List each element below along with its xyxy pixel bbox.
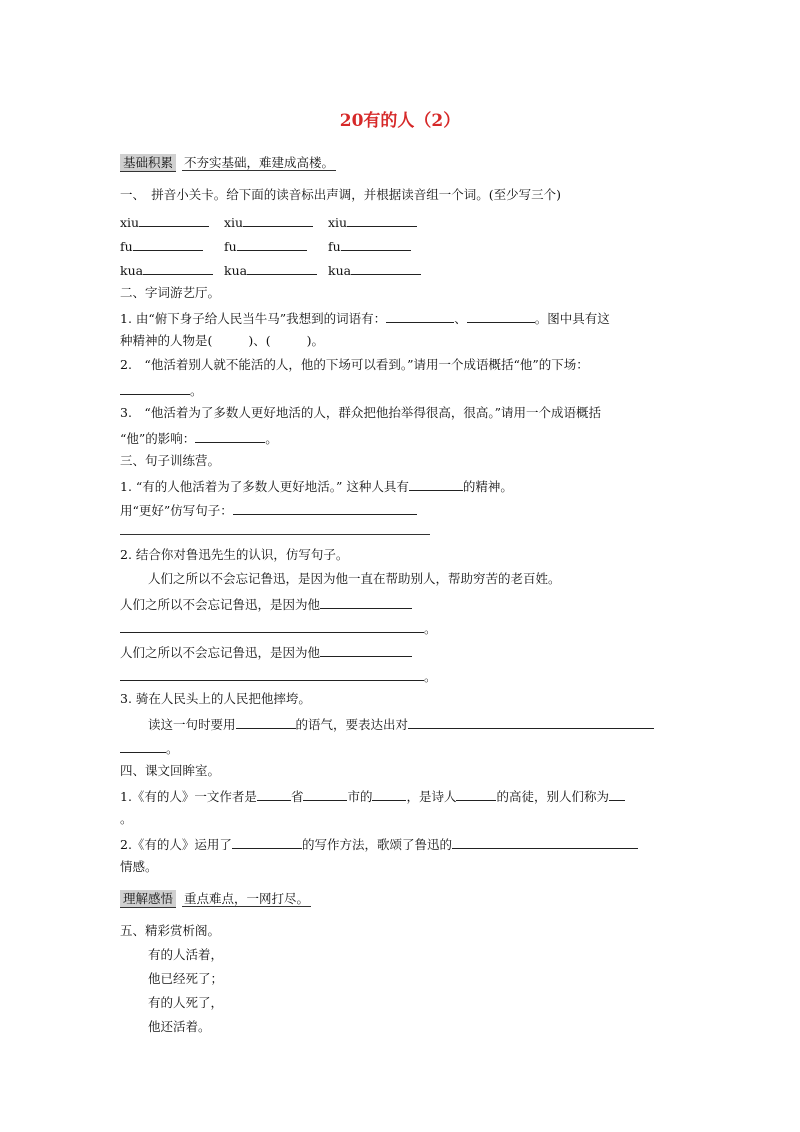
question-text: 。: [424, 669, 437, 684]
question-text: 。: [424, 621, 437, 636]
page-title: 20有的人（2）: [339, 111, 461, 131]
q3-imitate: [120, 500, 417, 520]
answer-blank[interactable]: [351, 260, 421, 275]
section-note: 不夯实基础，难建成高楼。: [184, 155, 335, 170]
answer-blank[interactable]: [139, 212, 209, 227]
question-text: ，是诗人: [406, 789, 457, 804]
question-text: 的精神。: [462, 479, 513, 494]
pinyin-label: fu: [224, 239, 237, 254]
question-text: 1. 由“俯下身子给人民当牛马”我想到的词语有：: [120, 311, 387, 326]
question-text: 省: [290, 789, 304, 804]
question-text: 人们之所以不会忘记鲁迅，是因为他: [120, 645, 321, 660]
q4-item1-end: 。: [120, 811, 133, 826]
answer-blank[interactable]: [347, 212, 417, 227]
answer-blank[interactable]: [120, 738, 166, 753]
q3-heading: 三、句子训练营。: [120, 453, 221, 468]
q4-item2-end: 情感。: [120, 859, 158, 874]
q3-example: 人们之所以不会忘记鲁迅，是因为他一直在帮助别人，帮助穷苦的老百姓。: [148, 571, 561, 586]
section-note: 重点难点，一网打尽。: [184, 891, 310, 906]
question-text: 的写作方法，歌颂了鲁迅的: [301, 837, 452, 852]
answer-blank[interactable]: [609, 786, 625, 801]
poem-line: 他已经死了；: [148, 971, 224, 986]
q3-imitate-1: [120, 594, 412, 614]
pinyin-label: fu: [328, 239, 341, 254]
answer-blank[interactable]: [372, 786, 406, 801]
pinyin-label: fu: [120, 239, 133, 254]
question-text: 种精神的人物是(: [120, 333, 213, 348]
q2-item1-line1: [120, 308, 610, 328]
answer-blank[interactable]: [247, 260, 317, 275]
question-text: 。图中具有这: [534, 311, 610, 326]
section-tag: 理解感悟: [120, 890, 176, 908]
answer-blank[interactable]: [120, 380, 190, 395]
q5-heading: 五、精彩赏析阁。: [120, 923, 221, 938]
q4-heading: 四、课文回眸室。: [120, 763, 221, 778]
q2-item3-line1: 3. “他活着为了多数人更好地活的人，群众把他抬举得很高，很高。”请用一个成语概括: [120, 405, 601, 420]
q2-item2-line2: [120, 380, 203, 400]
question-text: 2.《有的人》运用了: [120, 837, 232, 852]
poem-line: 他还活着。: [148, 1019, 211, 1034]
question-text: )、(: [248, 333, 271, 348]
answer-blank[interactable]: [467, 308, 535, 323]
poem-line: 有的人死了，: [148, 995, 224, 1010]
question-text: 、: [454, 311, 467, 326]
answer-blank[interactable]: [341, 236, 411, 251]
pinyin-label: kua: [224, 263, 248, 278]
answer-blank[interactable]: [408, 714, 654, 729]
q3-imitate-2-end: [120, 666, 437, 686]
answer-blank[interactable]: [233, 500, 417, 515]
answer-blank[interactable]: [237, 236, 307, 251]
answer-blank[interactable]: [456, 786, 496, 801]
q3-item1: [120, 476, 513, 496]
q2-item3-line2: [120, 428, 278, 448]
question-text: )。: [306, 333, 325, 348]
q3-item3-line2: [148, 714, 654, 734]
question-text: 。: [265, 431, 278, 446]
question-text: “他”的影响：: [120, 431, 196, 446]
question-text: 1. “有的人他活着为了多数人更好地活。” 这种人具有: [120, 479, 409, 494]
answer-blank[interactable]: [243, 212, 313, 227]
answer-blank[interactable]: [133, 236, 203, 251]
pinyin-label: kua: [328, 263, 352, 278]
pinyin-row-2: [120, 236, 422, 256]
pinyin-label: xiu: [120, 215, 140, 230]
answer-blank[interactable]: [409, 476, 463, 491]
q2-heading: 二、字词游艺厅。: [120, 285, 221, 300]
answer-blank[interactable]: [452, 834, 638, 849]
question-text: 1.《有的人》一文作者是: [120, 789, 257, 804]
q3-imitate-2: [120, 642, 412, 662]
answer-blank[interactable]: [236, 714, 296, 729]
pinyin-row-1: [120, 212, 422, 232]
poem-line: 有的人活着，: [148, 947, 224, 962]
pinyin-row-3: [120, 260, 422, 280]
q2-item2-line1: 2. “他活着别人就不能活的人，他的下场可以看到。”请用一个成语概括“他”的下场：: [120, 357, 589, 372]
answer-blank[interactable]: [320, 594, 412, 609]
question-text: 人们之所以不会忘记鲁迅，是因为他: [120, 597, 321, 612]
question-text: 的语气，要表达出对: [295, 717, 409, 732]
answer-blank[interactable]: [257, 786, 291, 801]
q1-instruction: 一、 拼音小关卡。给下面的读音标出声调，并根据读音组一个词。(至少写三个): [120, 187, 562, 202]
answer-blank[interactable]: [232, 834, 302, 849]
answer-blank[interactable]: [143, 260, 213, 275]
answer-line[interactable]: [120, 534, 430, 535]
answer-blank[interactable]: [386, 308, 454, 323]
q4-item2: [120, 834, 638, 854]
q2-item1-line2: [120, 332, 324, 350]
q3-imitate-1-end: [120, 618, 437, 638]
answer-blank[interactable]: [120, 666, 424, 681]
q3-item2: 2. 结合你对鲁迅先生的认识，仿写句子。: [120, 547, 349, 562]
question-text: 。: [166, 741, 179, 756]
q3-item3: 3. 骑在人民头上的人民把他摔垮。: [120, 691, 311, 706]
section-tag: 基础积累: [120, 154, 176, 172]
question-text: 。: [190, 383, 203, 398]
question-text: 用“更好”仿写句子：: [120, 503, 233, 518]
answer-blank[interactable]: [320, 642, 412, 657]
section-understanding-header: [120, 890, 311, 908]
pinyin-label: xiu: [328, 215, 348, 230]
section-basic-header: [120, 154, 336, 172]
q4-item1: [120, 786, 625, 806]
answer-blank[interactable]: [120, 618, 424, 633]
question-text: 读这一句时要用: [148, 717, 236, 732]
pinyin-label: kua: [120, 263, 144, 278]
answer-blank[interactable]: [195, 428, 265, 443]
question-text: 的高徒，别人们称为: [496, 789, 609, 804]
pinyin-label: xiu: [224, 215, 244, 230]
answer-blank[interactable]: [303, 786, 347, 801]
question-text: 市的: [347, 789, 373, 804]
q3-item3-line3: [120, 738, 179, 758]
